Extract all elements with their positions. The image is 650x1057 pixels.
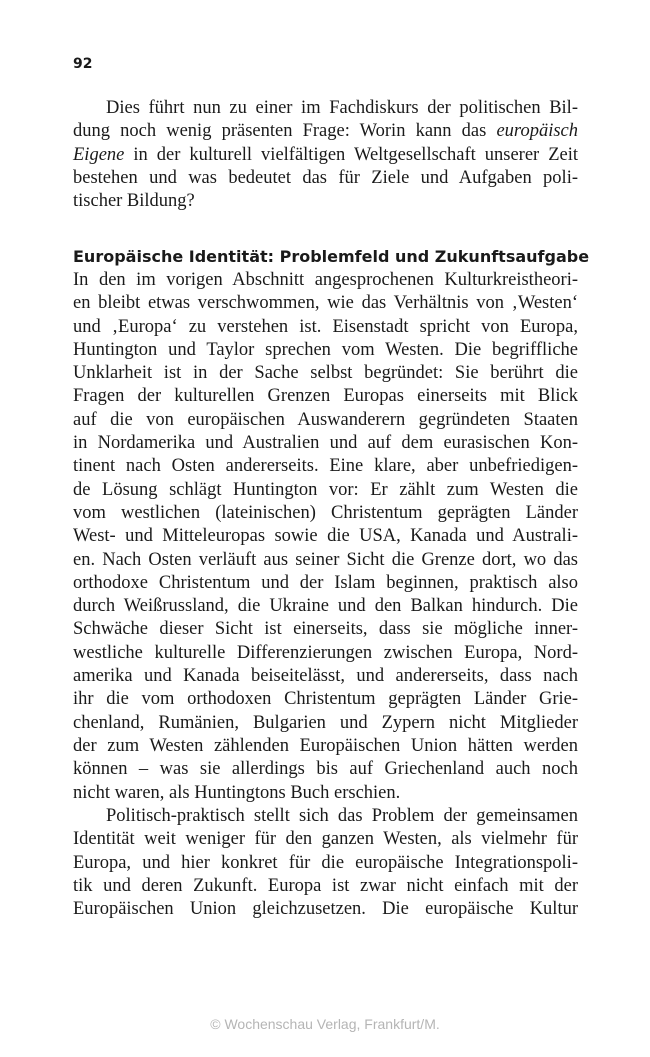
text-line: Unklarheit ist in der Sache selbst begründet: Sie berührt die <box>73 363 578 384</box>
text-line: tinent nach Osten andererseits. Eine klare, aber unbefriedigen- <box>73 456 578 477</box>
text-line: Identität weit weniger für den ganzen Westen, als vielmehr für <box>73 829 578 850</box>
text-line: de Lösung schlägt Huntington vor: Er zählt zum Westen die <box>73 479 578 500</box>
text-line: ihr die vom orthodoxen Christentum geprägten Länder Grie- <box>73 689 578 710</box>
text-line: tischer Bildung? <box>73 191 195 212</box>
text-line: Schwäche dieser Sicht ist einerseits, dass sie mögliche inner- <box>73 619 578 640</box>
text-line: en. Nach Osten verläuft aus seiner Sicht die Grenze dort, wo das <box>73 549 578 570</box>
paragraph-identity <box>73 269 578 805</box>
text-line: auf die von europäischen Auswanderern gegründeten Staaten <box>73 409 578 430</box>
text-line: chenland, Rumänien, Bulgarien und Zypern nicht Mitglieder <box>73 712 578 733</box>
text-line: dung noch wenig präsenten Frage: Worin kann das europäisch <box>73 121 578 142</box>
text-line: Dies führt nun zu einer im Fachdiskurs der politischen Bil- <box>106 98 578 118</box>
text-line: Politisch-praktisch stellt sich das Problem der gemeinsamen <box>106 806 578 826</box>
section-heading: Europäische Identität: Problemfeld und Zukunftsaufgabe <box>73 247 590 266</box>
text-line: Fragen der kulturellen Grenzen Europas einerseits mit Blick <box>73 386 578 407</box>
text-line: Eigene in der kulturell vielfältigen Weltgesellschaft unserer Zeit <box>73 144 578 165</box>
paragraph-politics <box>73 805 578 921</box>
paragraph-intro <box>73 97 578 213</box>
text-line: westliche kulturelle Differenzierungen zwischen Europa, Nord- <box>73 642 578 663</box>
text-line: durch Weißrussland, die Ukraine und den Balkan hindurch. Die <box>73 596 578 617</box>
text-line: können – was sie allerdings bis auf Griechenland auch noch <box>73 759 578 780</box>
text-line: amerika und Kanada beiseitelässt, und andererseits, dass nach <box>73 666 578 687</box>
text-line: West- und Mitteleuropas sowie die USA, Kanada und Australi- <box>73 526 578 547</box>
text-line: bestehen und was bedeutet das für Ziele und Aufgaben poli- <box>73 167 578 188</box>
text-line: Europäischen Union gleichzusetzen. Die europäische Kultur <box>73 899 578 920</box>
text-line: nicht waren, als Huntingtons Buch erschien. <box>73 782 401 803</box>
text-line: Huntington und Taylor sprechen vom Westen. Die begriffliche <box>73 339 578 360</box>
text-line: orthodoxe Christentum und der Islam beginnen, praktisch also <box>73 572 578 593</box>
text-line: und ‚Europa‘ zu verstehen ist. Eisenstadt spricht von Europa, <box>73 316 578 337</box>
text-line: in Nordamerika und Australien und auf dem eurasischen Kon- <box>73 433 578 454</box>
copyright-footer: © Wochenschau Verlag, Frankfurt/M. <box>210 1016 440 1032</box>
text-line: en bleibt etwas verschwommen, wie das Verhältnis von ‚Westen‘ <box>73 293 578 314</box>
text-line: Europa, und hier konkret für die europäische Integrationspoli- <box>73 852 578 873</box>
text-line: tik und deren Zukunft. Europa ist zwar nicht einfach mit der <box>73 875 578 896</box>
page-number: 92 <box>73 56 93 72</box>
italic-phrase: europäisch <box>496 121 578 142</box>
italic-phrase: Eigene <box>73 144 125 165</box>
text-line: In den im vorigen Abschnitt angesprochenen Kulturkreistheori- <box>73 270 578 290</box>
text-line: der zum Westen zählenden Europäischen Union hätten werden <box>73 735 578 756</box>
text-line: vom westlichen (lateinischen) Christentum geprägten Länder <box>73 502 578 523</box>
